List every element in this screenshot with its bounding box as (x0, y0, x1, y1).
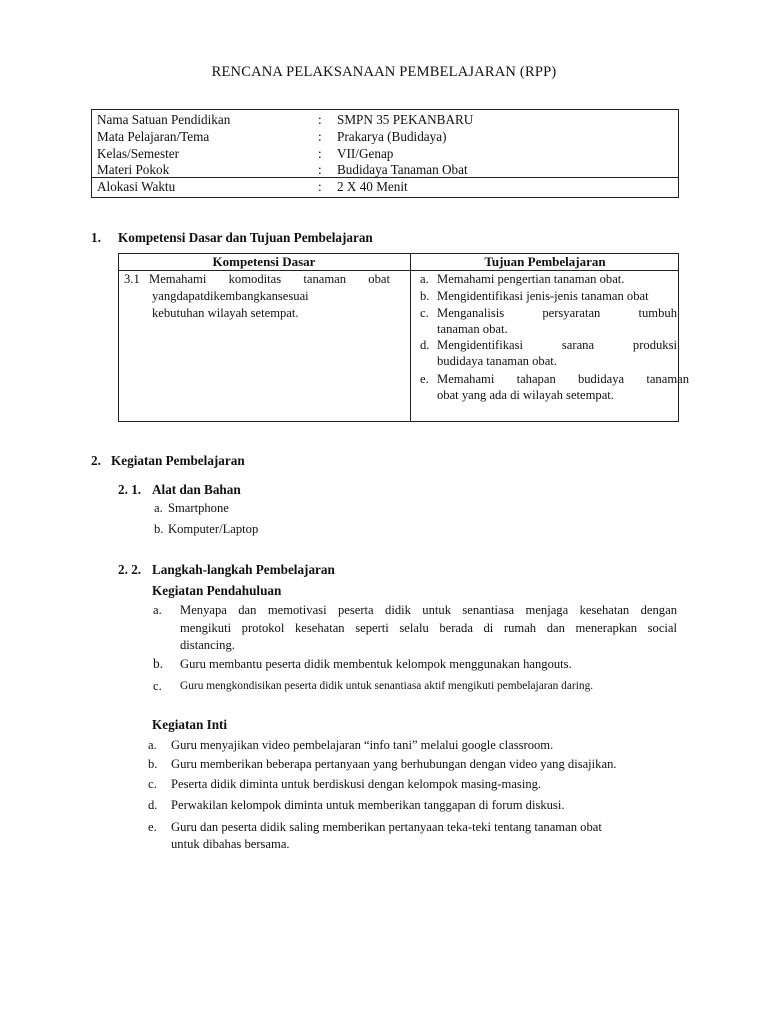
inti-marker: b. (148, 757, 158, 771)
subsection-2-2-number: 2. 2. (118, 562, 142, 577)
section2-number: 2. (91, 453, 101, 468)
tool-item: Smartphone (168, 501, 229, 515)
tool-item: Komputer/Laptop (168, 522, 259, 536)
tool-item-marker: b. (154, 522, 164, 536)
inti-item: Guru dan peserta didik saling memberikan pertanyaan teka-teki tentang tanaman obat (171, 820, 602, 834)
identity-colon: : (318, 146, 322, 161)
identity-value-topic: Budidaya Tanaman Obat (337, 162, 468, 177)
subsection-2-1-heading: Alat dan Bahan (152, 482, 241, 497)
tujuan-item: Mengidentifikasi jenis-jenis tanaman obat (437, 289, 649, 303)
inti-item: Guru menyajikan video pembelajaran “info tani” melalui google classroom. (171, 738, 554, 752)
tujuan-marker: d. (420, 338, 430, 352)
column-header-kd: Kompetensi Dasar (212, 254, 316, 269)
competency-table-column-divider (410, 253, 411, 422)
pendahuluan-heading: Kegiatan Pendahuluan (152, 583, 282, 598)
tujuan-marker: e. (420, 372, 429, 386)
inti-heading: Kegiatan Inti (152, 717, 228, 732)
inti-item-continued: untuk dibahas bersama. (171, 837, 290, 851)
section1-number: 1. (91, 230, 101, 245)
document-title: RENCANA PELAKSANAAN PEMBELAJARAN (RPP) (211, 64, 557, 80)
identity-label-class: Kelas/Semester (97, 146, 180, 161)
inti-item: Perwakilan kelompok diminta untuk memberikan tanggapan di forum diskusi. (171, 798, 565, 812)
tujuan-item: Memahami tahapan budidaya tanaman (437, 372, 689, 386)
identity-value-subject: Prakarya (Budidaya) (337, 129, 447, 144)
column-header-tp: Tujuan Pembelajaran (484, 254, 606, 269)
kd-number: 3.1 (124, 272, 140, 286)
kd-line: Memahami komoditas tanaman obat (149, 272, 390, 286)
pendahuluan-item: Guru mengkondisikan peserta didik untuk senantiasa aktif mengikuti pembelajaran daring. (180, 680, 594, 692)
inti-marker: c. (148, 777, 157, 791)
section2-heading: Kegiatan Pembelajaran (111, 453, 245, 468)
pendahuluan-item: Menyapa dan memotivasi peserta didik untuk senantiasa menjaga kesehatan dengan (180, 603, 677, 617)
inti-marker: e. (148, 820, 157, 834)
inti-item: Guru memberikan beberapa pertanyaan yang berhubungan dengan video yang disajikan. (171, 757, 617, 771)
subsection-2-1-number: 2. 1. (118, 482, 142, 497)
tujuan-item: Memahami pengertian tanaman obat. (437, 272, 625, 286)
kd-line: yangdapatdikembangkansesuai (152, 289, 309, 303)
subsection-2-2-heading: Langkah-langkah Pembelajaran (152, 562, 335, 577)
identity-colon: : (318, 129, 322, 144)
identity-value-class: VII/Genap (337, 146, 394, 161)
pendahuluan-marker: a. (153, 603, 162, 617)
pendahuluan-item-continued: distancing. (180, 638, 235, 652)
tujuan-item: Menganalisis persyaratan tumbuh (437, 306, 677, 320)
identity-colon: : (318, 112, 322, 127)
tujuan-marker: a. (420, 272, 429, 286)
tujuan-item-continued: budidaya tanaman obat. (437, 354, 557, 368)
pendahuluan-item-continued: mengikuti protokol kesehatan seperti selalu berada di rumah dan menerapkan social (180, 621, 677, 635)
tujuan-item-continued: obat yang ada di wilayah setempat. (437, 388, 614, 402)
pendahuluan-marker: c. (153, 679, 162, 693)
pendahuluan-marker: b. (153, 656, 164, 671)
identity-value-school: SMPN 35 PEKANBARU (337, 112, 474, 127)
section1-heading: Kompetensi Dasar dan Tujuan Pembelajaran (118, 230, 373, 245)
identity-label-topic: Materi Pokok (97, 162, 170, 177)
tool-item-marker: a. (154, 501, 163, 515)
identity-colon: : (318, 162, 322, 177)
inti-marker: d. (148, 798, 158, 812)
inti-marker: a. (148, 738, 157, 752)
tujuan-marker: b. (420, 289, 430, 303)
tujuan-item: Mengidentifikasi sarana produksi (437, 338, 677, 352)
identity-value-time: 2 X 40 Menit (337, 179, 408, 194)
pendahuluan-item: Guru membantu peserta didik membentuk kelompok menggunakan hangouts. (180, 657, 572, 671)
identity-label-school: Nama Satuan Pendidikan (97, 112, 231, 127)
kd-line: kebutuhan wilayah setempat. (152, 306, 299, 320)
tujuan-item-continued: tanaman obat. (437, 322, 508, 336)
identity-colon: : (318, 179, 322, 194)
identity-label-subject: Mata Pelajaran/Tema (97, 129, 210, 144)
identity-label-time: Alokasi Waktu (97, 179, 176, 194)
tujuan-marker: c. (420, 306, 429, 320)
inti-item: Peserta didik diminta untuk berdiskusi dengan kelompok masing-masing. (171, 777, 542, 791)
